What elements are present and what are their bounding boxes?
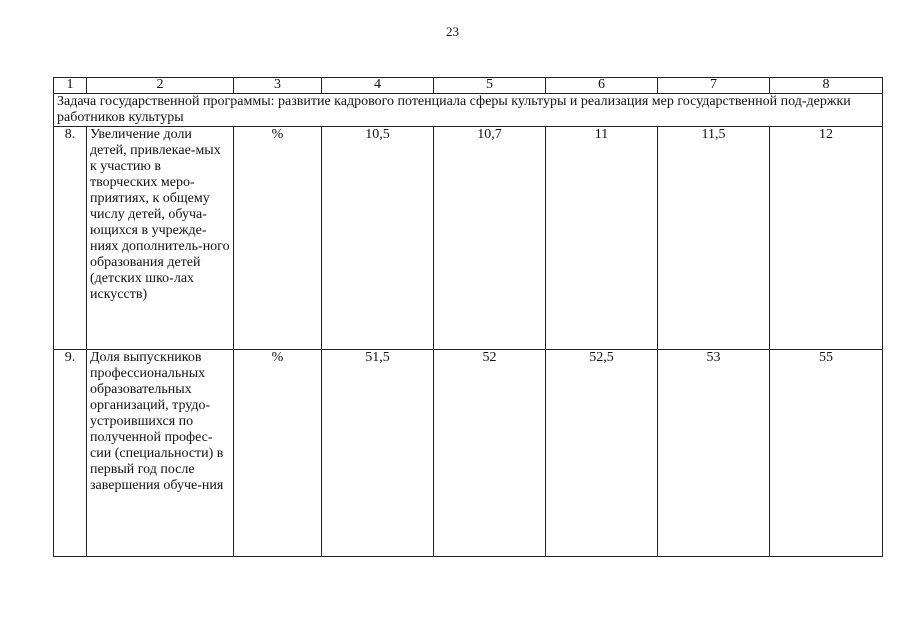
unit-cell: %: [234, 350, 322, 557]
column-header: 5: [434, 78, 546, 94]
column-header: 2: [87, 78, 234, 94]
task-text: Задача государственной программы: развитие кадрового потенциала сферы культуры и реализация мер государственной под-держки работников культуры: [54, 94, 883, 127]
task-row: [54, 94, 883, 127]
value-cell: 53: [658, 350, 770, 557]
column-header: 7: [658, 78, 770, 94]
value-cell: 51,5: [322, 350, 434, 557]
column-header: 3: [234, 78, 322, 94]
indicators-table: [53, 77, 883, 557]
row-number: 8.: [54, 127, 87, 350]
value-cell: 11,5: [658, 127, 770, 350]
value-cell: 10,5: [322, 127, 434, 350]
column-header: 4: [322, 78, 434, 94]
value-cell: 11: [546, 127, 658, 350]
value-cell: 52,5: [546, 350, 658, 557]
column-header: 6: [546, 78, 658, 94]
page-number: 23: [446, 24, 459, 39]
value-cell: 10,7: [434, 127, 546, 350]
column-header: 1: [54, 78, 87, 94]
column-header: 8: [770, 78, 883, 94]
table-row: [54, 127, 883, 350]
value-cell: 55: [770, 350, 883, 557]
value-cell: 12: [770, 127, 883, 350]
row-number: 9.: [54, 350, 87, 557]
unit-cell: %: [234, 127, 322, 350]
indicator-name: Увеличение доли детей, привлекае-мых к участию в творческих меро-приятиях, к общему числу детей, обуча-ющихся в учрежде-ниях дополнитель-ного образования детей (детских шко-лах искусств): [87, 127, 234, 350]
column-number-row: [54, 78, 883, 94]
table-row: [54, 350, 883, 557]
value-cell: 52: [434, 350, 546, 557]
indicator-name: Доля выпускников профессиональных образовательных организаций, трудо-устроившихся по полученной профес-сии (специальности) в первый год после завершения обуче-ния: [87, 350, 234, 557]
